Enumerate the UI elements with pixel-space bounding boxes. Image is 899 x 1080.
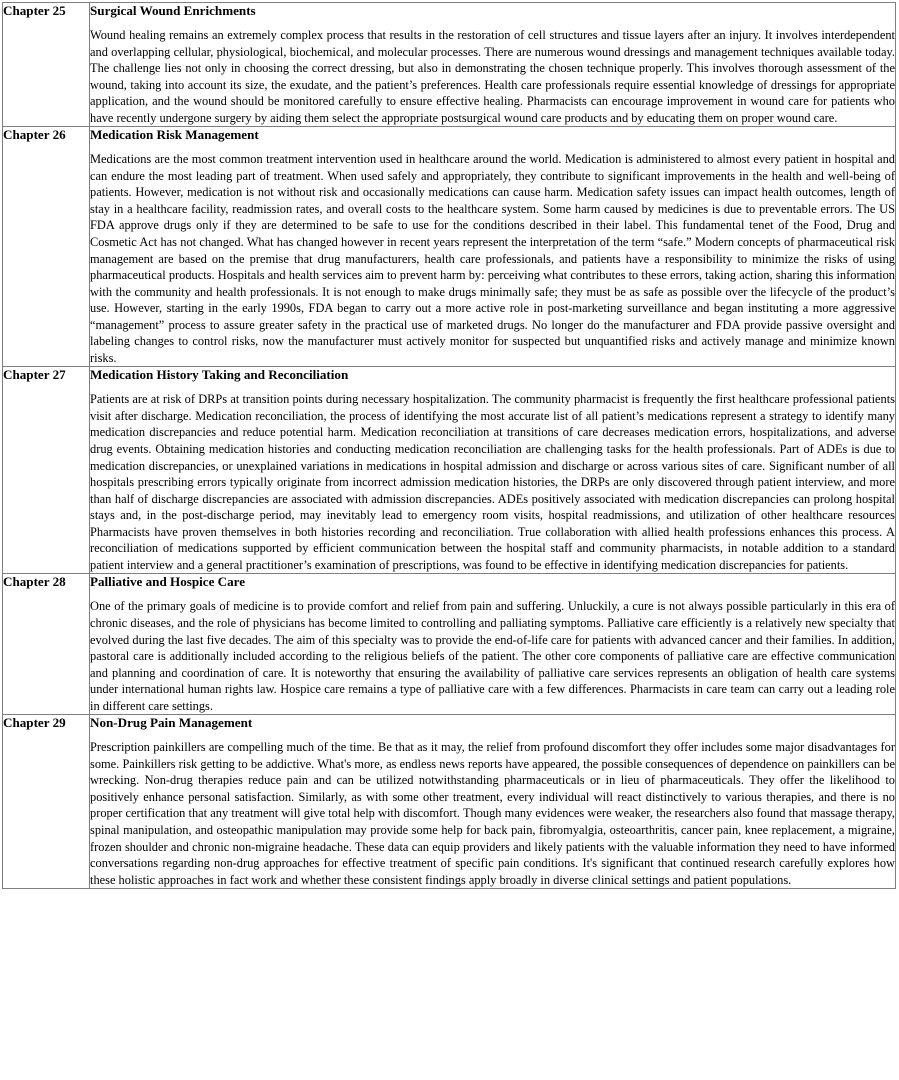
chapter-content <box>90 574 896 715</box>
chapter-content <box>90 367 896 574</box>
chapter-summary: Wound healing remains an extremely complex process that results in the restoration of cell structures and tissue layers after an injury. It involves interdependent and overlapping cellular, physiological, biochemical, and molecular processes. There are numerous wound dressings and management techniques available today. The challenge lies not only in choosing the correct dressing, but also in demonstrating the chosen technique properly. This involves thorough assessment of the wound, taking into account its size, the exudate, and the patient’s preferences. Health care professionals require essential knowledge of dressings for appropriate application, and the wound should be monitored carefully to ensure effective healing. Pharmacists can encourage improvement in wound care for patients who have recently undergone surgery by aiding them select the appropriate postsurgical wound care products and by educating them on proper wound care. <box>90 28 895 125</box>
table-row <box>3 574 896 715</box>
chapter-summary: Prescription painkillers are compelling much of the time. Be that as it may, the relief from profound discomfort they offer includes some major disadvantages for some. Painkillers risk getting to be addictive. What's more, as endless news reports have appeared, the possible consequences of dependence on painkillers can be wrecking. Non-drug therapies reduce pain and can be utilized notwithstanding pharmaceuticals or in lieu of pharmaceuticals. They offer the likelihood to positively enhance personal satisfaction. Similarly, as with some other treatment, every individual will react distinctively to various therapies, and there is no proper certification that any treatment will give total help with discomfort. Though many evidences were weaker, the researchers also found that massage therapy, spinal manipulation, and osteopathic manipulation may provide some help for back pain, fibromyalgia, osteoarthritis, cancer pain, knee replacement, a migraine, frozen shoulder and chronic non-migraine headache. These data can equip providers and likely patients with the valuable information they need to have informed conversations regarding non-drug approaches for effective treatment of specific pain conditions. It's significant that continued research carefully explores how these holistic approaches in fact work and whether these consistent findings apply broadly in diverse clinical settings and patient populations. <box>90 740 895 887</box>
chapter-label: Chapter 29 <box>3 715 90 889</box>
chapter-label: Chapter 27 <box>3 367 90 574</box>
chapter-summary: Patients are at risk of DRPs at transition points during necessary hospitalization. The community pharmacist is frequently the first healthcare professional patients visit after discharge. Medication reconciliation, the process of identifying the most accurate list of all patient’s medications represent a strategy to identify many medication discrepancies and reduce potential harm. Medication reconciliation at transitions of care decreases medication errors, hospitalizations, and adverse drug events. Obtaining medication histories and conducting medication reconciliation are challenging tasks for the health professionals. Part of ADEs is due to medication discrepancies, or unexplained variations in medications in hospital admission and discharge or across various sites of care. Significant number of all hospitals prescribing errors typically originate from incorrect admission medication histories, the DRPs are only discovered through patient interview, and more than half of discharge discrepancies are associated with admission discrepancies. ADEs positively associated with medication discrepancies can prolong hospital stays and, in the post-discharge period, may inevitably lead to emergency room visits, hospital readmissions, and utilization of other healthcare resources Pharmacists have proven themselves in both histories recording and reconciliation. True collaboration with allied health professions enhances this process. A reconciliation of medications supported by efficient communication between the hospital staff and community pharmacists, in notable addition to a standard patient interview and a general practitioner’s examination of prescriptions, was found to be effective in identifying medication discrepancies for patients. <box>90 392 895 572</box>
chapter-summary: Medications are the most common treatment intervention used in healthcare around the world. Medication is administered to almost every patient in hospital and can endure the most leading part of treatment. When used safely and appropriately, they contribute to significant improvements in the health and well-being of patients. However, medication is not without risk and occasionally medications can cause harm. Medication safety issues can impact health outcomes, length of stay in a healthcare facility, readmission rates, and overall costs to the healthcare system. Some harm caused by medicines is due to preventable errors. The US FDA approve drugs only if they are determined to be safe to use for the conditions described in their label. This fundamental tenet of the Food, Drug and Cosmetic Act has not changed. What has changed however in recent years represent the interpretation of the term “safe.” Modern concepts of pharmaceutical risk management are based on the premise that drug manufacturers, health care professionals, and patients have a responsibility to minimize the risks of using pharmaceutical products. Hospitals and health services aim to prevent harm by: perceiving what contributes to these errors, taking action, sharing this information with the community and health professionals. It is not enough to make drugs minimally safe; they must be as safe as possible over the lifecycle of the product’s use. However, starting in the early 1990s, FDA began to carry out a more active role in post-marketing surveillance and began instituting a more aggressive “management” process to assure greater safety in the practical use of marketed drugs. No longer do the manufacturer and FDA provide passive oversight and labeling changes to control risks, now the manufacturer must actively monitor for suspected but unquantified risks and actively manage and minimize known risks. <box>90 152 895 365</box>
chapter-content <box>90 127 896 367</box>
chapter-title: Surgical Wound Enrichments <box>90 3 256 18</box>
table-row <box>3 3 896 127</box>
chapter-label: Chapter 25 <box>3 3 90 127</box>
chapter-title: Medication History Taking and Reconciliation <box>90 367 349 383</box>
chapter-content <box>90 715 896 889</box>
table-row <box>3 715 896 889</box>
table-row <box>3 367 896 574</box>
chapter-title: Palliative and Hospice Care <box>90 574 246 590</box>
chapter-title: Medication Risk Management <box>90 127 259 143</box>
chapter-title: Non-Drug Pain Management <box>90 715 253 731</box>
chapter-content <box>90 3 896 127</box>
chapter-summary: One of the primary goals of medicine is to provide comfort and relief from pain and suffering. Unluckily, a cure is not always possible particularly in this era of chronic diseases, and the role of physicians has become limited to controlling and palliating symptoms. Palliative care efficiently is a relatively new specialty that evolved during the last five decades. The aim of this specialty was to provide the end-of-life care for patients with advanced cancer and their families. In addition, pastoral care is additionally included according to the religious beliefs of the patient. The other core components of palliative care are effective communication and planning and coordination of care. It is noteworthy that ensuring the availability of palliative care services represents an obligation of health care systems under international human rights law. Hospice care remains a type of palliative care with a few differences. Pharmacists in care team can carry out a leading role in different care settings. <box>90 599 895 713</box>
table-row <box>3 127 896 367</box>
chapter-label: Chapter 26 <box>3 127 90 367</box>
chapter-label: Chapter 28 <box>3 574 90 715</box>
chapter-summary-table <box>2 2 896 889</box>
